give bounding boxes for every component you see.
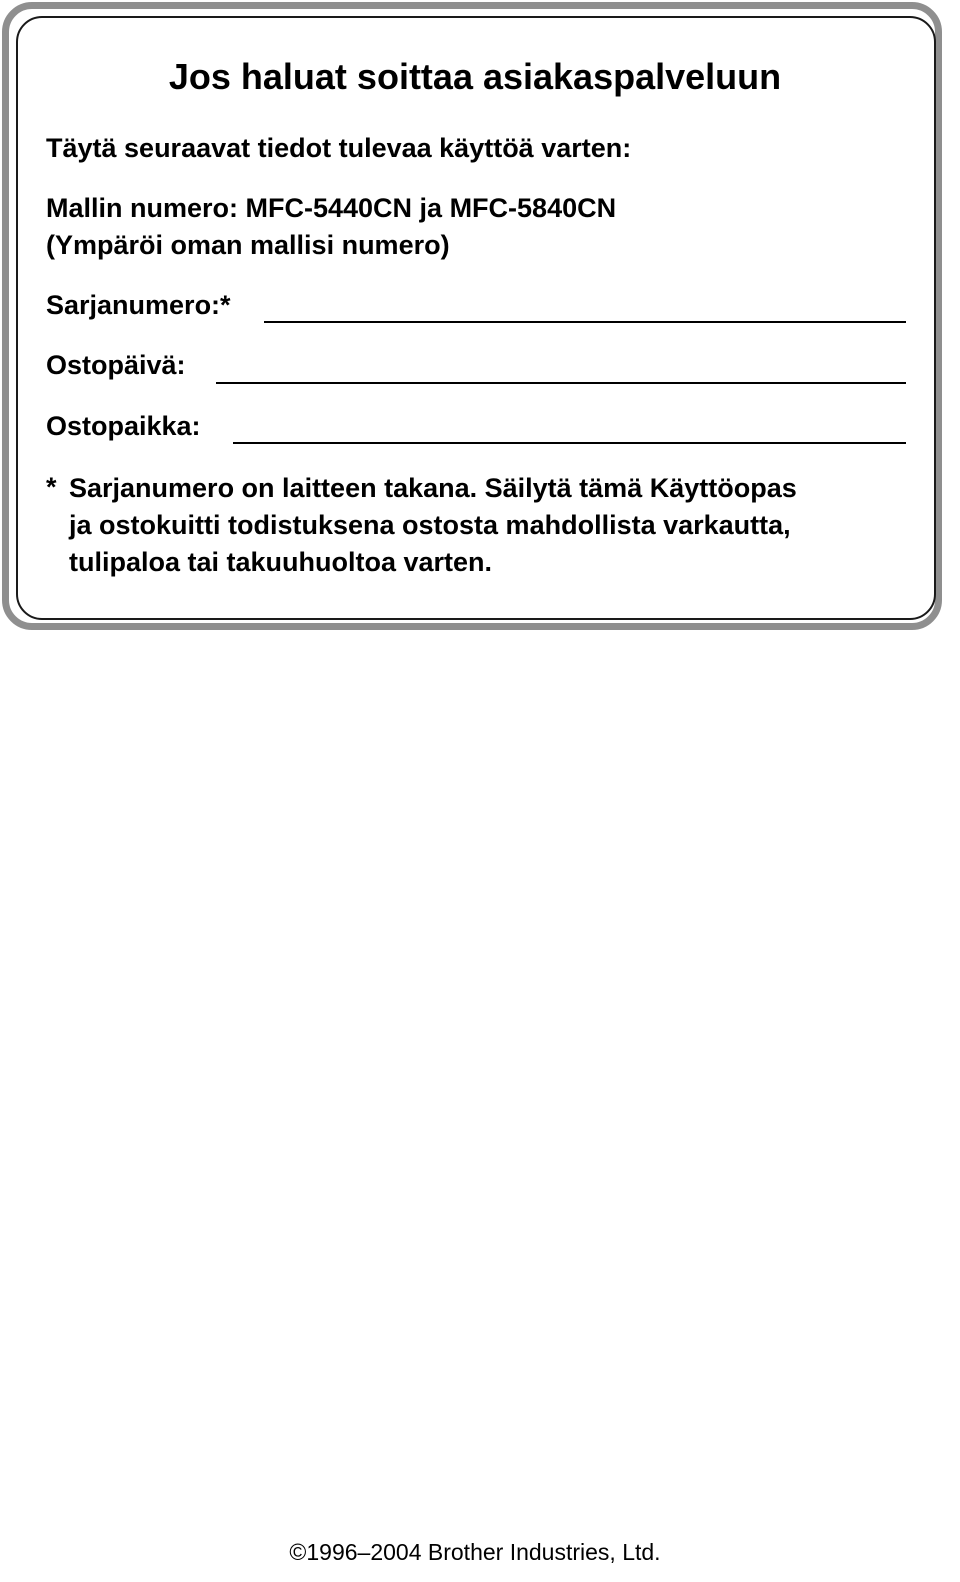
- serial-number-field[interactable]: [264, 321, 906, 323]
- footnote-line: tulipaloa tai takuuhuoltoa varten.: [69, 547, 493, 577]
- footnote-line: ja ostokuitti todistuksena ostosta mahdollista varkautta,: [69, 510, 791, 540]
- model-number-hint: (Ympäröi oman mallisi numero): [46, 230, 450, 260]
- intro-text: Täytä seuraavat tiedot tulevaa käyttöä varten:: [46, 133, 632, 163]
- serial-number-label: Sarjanumero:*: [46, 290, 231, 320]
- footnote-text: [69, 470, 797, 581]
- purchase-place-field[interactable]: [233, 442, 906, 444]
- purchase-date-label: Ostopäivä:: [46, 350, 186, 380]
- footnote-line: Sarjanumero on laitteen takana. Säilytä tämä Käyttöopas: [69, 473, 797, 503]
- footnote-marker: *: [46, 472, 57, 502]
- card-title: Jos haluat soittaa asiakaspalveluun: [168, 56, 782, 97]
- copyright-notice: ©1996–2004 Brother Industries, Ltd.: [289, 1539, 661, 1565]
- purchase-place-label: Ostopaikka:: [46, 411, 201, 441]
- purchase-date-field[interactable]: [216, 382, 906, 384]
- model-number-line: Mallin numero: MFC-5440CN ja MFC-5840CN: [46, 193, 617, 223]
